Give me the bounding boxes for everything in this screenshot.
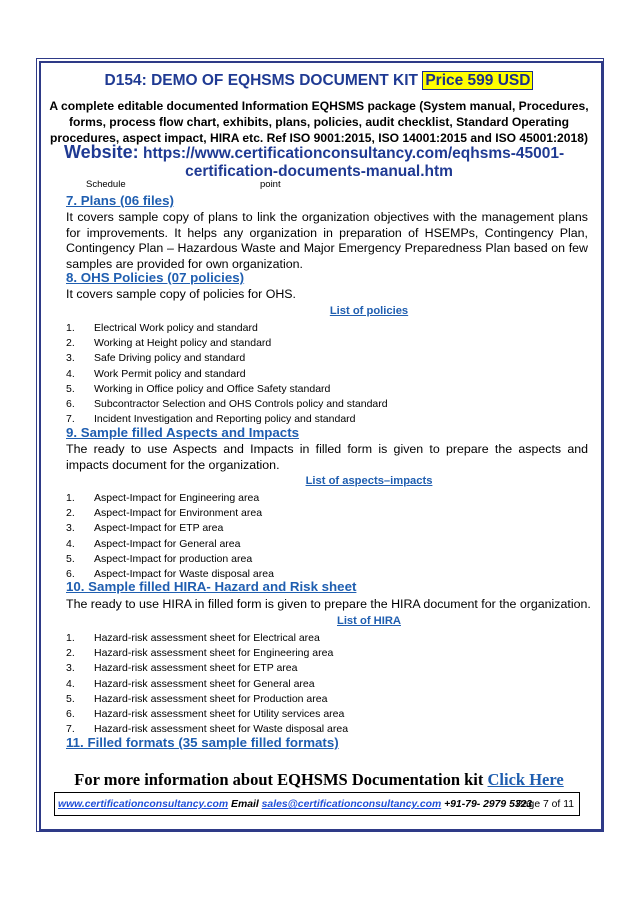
title-text: D154: DEMO OF EQHSMS DOCUMENT KIT [104, 72, 419, 89]
list-number: 1. [66, 322, 75, 334]
footer-phone: +91-79- 2979 5323 [444, 799, 533, 810]
list-number: 3. [66, 522, 75, 535]
list-number: 2. [66, 337, 75, 350]
list-item [66, 537, 274, 552]
list-text: Working at Height policy and standard [94, 337, 272, 350]
list-number: 6. [66, 707, 75, 720]
list-text: Electrical Work policy and standard [94, 322, 258, 334]
footer-website-link[interactable]: www.certificationconsultancy.com [58, 799, 229, 810]
section-heading-aspects: 9. Sample filled Aspects and Impacts [66, 425, 300, 440]
list-text: Aspect-Impact for Engineering area [94, 492, 260, 504]
list-text: Hazard-risk assessment sheet for Waste disposal area [94, 723, 349, 736]
list-item [66, 321, 388, 336]
list-item [66, 631, 348, 646]
section-heading-hira: 10. Sample filled HIRA- Hazard and Risk sheet [66, 579, 357, 594]
list-text: Aspect-Impact for ETP area [94, 522, 224, 535]
document-title [42, 72, 596, 90]
list-number: 5. [66, 552, 75, 565]
list-number: 2. [66, 647, 75, 660]
list-text: Incident Investigation and Reporting policy and standard [94, 413, 356, 426]
list-item [66, 506, 274, 521]
stray-text-left: Schedule [86, 179, 126, 190]
list-number: 3. [66, 662, 75, 675]
list-item [66, 367, 388, 382]
intro-line: forms, process flow chart, exhibits, plans, policies, audit checklist, Standard Operating [68, 115, 569, 129]
footer-email-label: Email [231, 799, 259, 810]
list-text: Aspect-Impact for General area [94, 537, 241, 550]
list-text: Hazard-risk assessment sheet for General area [94, 677, 315, 690]
list-text: Hazard-risk assessment sheet for Production area [94, 692, 328, 705]
more-info-text: For more information about EQHSMS Documentation kit [74, 770, 484, 789]
list-number: 7. [66, 413, 75, 426]
list-item [66, 397, 388, 412]
list-text: Working in Office policy and Office Safety standard [94, 382, 331, 395]
list-item [66, 521, 274, 536]
intro-line: procedures, aspect impact, HIRA etc. Ref ISO 9001:2015, ISO 14001:2015 and ISO 45001:2018) [50, 131, 588, 145]
section-heading-plans: 7. Plans (06 files) [66, 193, 174, 208]
list-title-policies: List of policies [329, 305, 409, 317]
footer-border [54, 792, 580, 816]
website-label: Website: [64, 142, 139, 162]
policies-list [66, 321, 388, 427]
list-title-hira: List of HIRA [336, 615, 401, 627]
aspects-list [66, 491, 274, 582]
list-number: 6. [66, 397, 75, 410]
list-item [66, 646, 348, 661]
website-block [64, 143, 574, 181]
list-item [66, 351, 388, 366]
list-text: Hazard-risk assessment sheet for ETP area [94, 662, 298, 675]
list-number: 5. [66, 382, 75, 395]
list-number: 1. [66, 632, 75, 644]
intro-paragraph [42, 98, 596, 146]
list-title-aspects: List of aspects–impacts [305, 475, 433, 487]
list-text: Subcontractor Selection and OHS Controls policy and standard [94, 397, 388, 410]
list-item [66, 491, 274, 506]
section-text-plans: It covers sample copy of plans to link the organization objectives with the management plans for improvements. It helps any organization in preparation of HSEMPs, Contingency Plan, Contingency Plan – Hazardous Waste and Major Emergency Preparedness Plan based on few samples are provided for own organization. [66, 210, 588, 272]
list-text: Hazard-risk assessment sheet for Electrical area [94, 632, 320, 644]
page-number: Page 7 of 11 [515, 799, 574, 810]
price-badge: Price 599 USD [422, 71, 533, 90]
section-text-policies: It covers sample copy of policies for OHS. [66, 287, 297, 301]
list-number: 4. [66, 367, 75, 380]
list-number: 3. [66, 352, 75, 365]
list-number: 6. [66, 567, 75, 580]
list-item [66, 677, 348, 692]
list-number: 4. [66, 537, 75, 550]
more-info-line [42, 770, 596, 790]
list-number: 1. [66, 492, 75, 504]
list-item [66, 552, 274, 567]
list-number: 5. [66, 692, 75, 705]
list-number: 4. [66, 677, 75, 690]
click-here-link[interactable]: Click Here [487, 770, 564, 789]
hira-list [66, 631, 348, 737]
list-text: Aspect-Impact for Environment area [94, 507, 263, 520]
list-item [66, 336, 388, 351]
section-heading-policies: 8. OHS Policies (07 policies) [66, 270, 245, 285]
list-number: 2. [66, 507, 75, 520]
list-item [66, 707, 348, 722]
list-text: Safe Driving policy and standard [94, 352, 246, 365]
list-text: Hazard-risk assessment sheet for Utility services area [94, 707, 345, 720]
section-heading-formats: 11. Filled formats (35 sample filled formats) [66, 735, 339, 750]
list-item [66, 661, 348, 676]
section-text-hira: The ready to use HIRA in filled form is given to prepare the HIRA document for the organization. [66, 597, 591, 611]
website-url-part-2[interactable]: certification-documents-manual.htm [185, 163, 453, 180]
list-number: 7. [66, 723, 75, 736]
list-text: Aspect-Impact for production area [94, 552, 253, 565]
website-url-part-1[interactable]: https://www.certificationconsultancy.com/eqhsms-45001- [143, 145, 565, 162]
list-text: Aspect-Impact for Waste disposal area [94, 567, 274, 580]
intro-line: A complete editable documented Information EQHSMS package (System manual, Procedures, [49, 99, 589, 113]
list-text: Work Permit policy and standard [94, 367, 246, 380]
list-text: Hazard-risk assessment sheet for Engineering area [94, 647, 334, 660]
section-text-aspects: The ready to use Aspects and Impacts in filled form is given to prepare the aspects and impacts document for the organization. [66, 442, 588, 472]
stray-text-right: point [260, 179, 281, 190]
page-footer [58, 795, 580, 815]
footer-email-link[interactable]: sales@certificationconsultancy.com [261, 799, 442, 810]
list-item [66, 382, 388, 397]
list-item [66, 692, 348, 707]
